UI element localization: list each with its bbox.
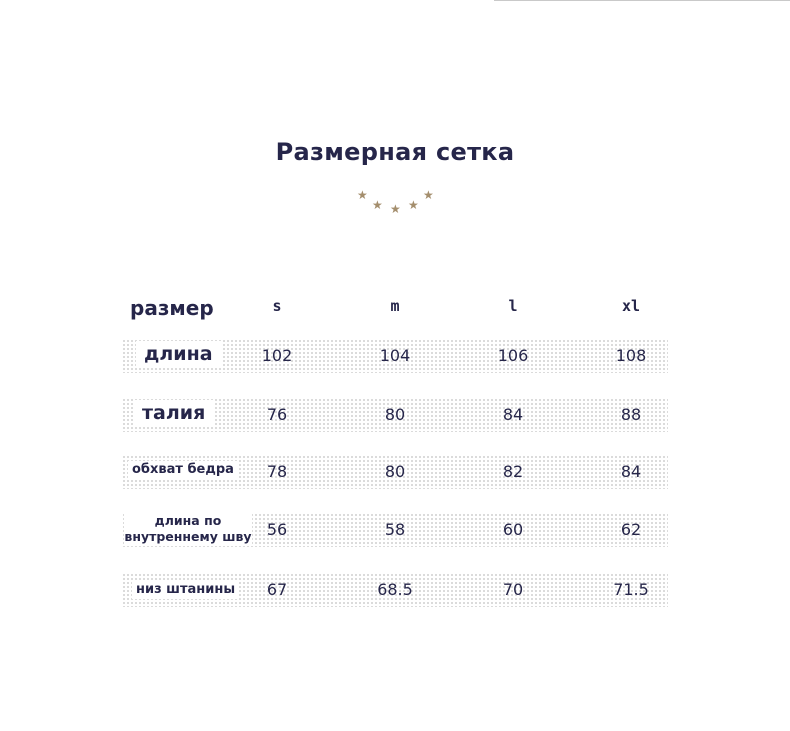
table-cell: 62 bbox=[620, 520, 642, 539]
star-icon: ★ bbox=[372, 198, 383, 212]
row-label-inseam bbox=[124, 513, 252, 545]
star-icon: ★ bbox=[357, 188, 368, 202]
table-cell: 88 bbox=[620, 405, 642, 424]
table-cell: 67 bbox=[266, 580, 288, 599]
table-row bbox=[122, 398, 668, 432]
table-cell: 58 bbox=[384, 520, 406, 539]
row-label-inseam-line1: длина по bbox=[154, 513, 222, 528]
table-cell: 56 bbox=[266, 520, 288, 539]
table-cell: 108 bbox=[615, 346, 647, 365]
table-cell: 80 bbox=[384, 462, 406, 481]
row-label-leg-opening: низ штанины bbox=[132, 581, 239, 599]
table-cell: 70 bbox=[502, 580, 524, 599]
star-icon: ★ bbox=[423, 188, 434, 202]
row-label-inseam-line2: внутреннему шву bbox=[124, 529, 252, 544]
table-cell: 68.5 bbox=[377, 580, 413, 599]
size-column-header-s: s bbox=[272, 297, 282, 315]
table-row bbox=[122, 513, 668, 547]
table-row bbox=[122, 455, 668, 489]
table-cell: 80 bbox=[384, 405, 406, 424]
table-cell: 84 bbox=[620, 462, 642, 481]
size-header-label: размер bbox=[130, 296, 214, 320]
table-row bbox=[122, 573, 668, 607]
table-cell: 60 bbox=[502, 520, 524, 539]
table-cell: 102 bbox=[261, 346, 293, 365]
size-column-header-l: l bbox=[508, 297, 518, 315]
row-label-hip: обхват бедра bbox=[128, 461, 238, 479]
row-label-waist: талия bbox=[134, 400, 213, 426]
table-cell: 84 bbox=[502, 405, 524, 424]
size-column-header-xl: xl bbox=[621, 297, 641, 315]
table-cell: 78 bbox=[266, 462, 288, 481]
table-cell: 71.5 bbox=[613, 580, 649, 599]
star-icon: ★ bbox=[408, 198, 419, 212]
page-title: Размерная сетка bbox=[275, 138, 515, 166]
size-column-header-m: m bbox=[390, 297, 400, 315]
table-cell: 106 bbox=[497, 346, 529, 365]
row-label-length: длина bbox=[136, 341, 221, 367]
star-icon: ★ bbox=[390, 202, 401, 216]
table-row bbox=[122, 339, 668, 373]
table-cell: 82 bbox=[502, 462, 524, 481]
table-cell: 104 bbox=[379, 346, 411, 365]
table-cell: 76 bbox=[266, 405, 288, 424]
